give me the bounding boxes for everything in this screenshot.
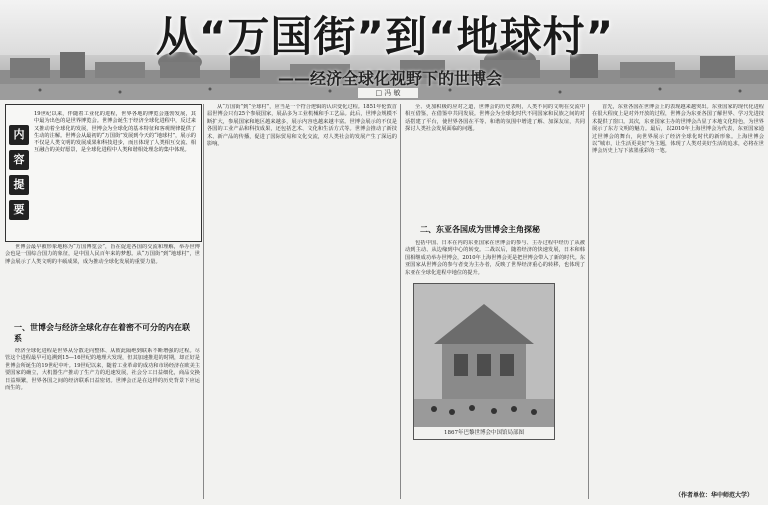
column-3-text: 全、更加积极的应对之道，世博会的历史表明，人类不同的文明在交流中相互借鉴，在借鉴中共同发展。世博会为全球化时代不同国家和民族之间的对话搭建了平台，使世界各国在平等、和谐的氛围中增进了解、加深友谊，共同探讨人类社会发展面临的问题。 <box>405 104 585 133</box>
abstract-label-char: 要 <box>9 200 29 220</box>
header-banner <box>0 0 768 100</box>
abstract-box <box>5 104 202 242</box>
column-3b-body <box>405 240 585 280</box>
photo-caption: 1867年巴黎世博会中国馆局部图 <box>414 427 554 439</box>
abstract-text: 19世纪以来，伴随着工业化的进程，世界各地的博览会蓬勃发展，其中最为出色的是世界博览会。世博会诞生于经济全球化进程中，反过来又推动着全球化的发展，世博会为全球化的基本特征和客观规律提供了生动的注解。世博会从最初的“万国街”发展到今天的“地球村”，展示的不仅是人类文明的发展成果和科技进步，而且体现了人类相互交流、相互融合的美好愿景，是全球化进程中人类和谐相处理念的集中体现。 <box>34 111 196 154</box>
intro-paragraph <box>5 244 200 320</box>
column-2-text: 从“万国街”到“全球村”，应当是一个符合逻辑的认识变化过程。1851年伦敦首届世博会只有25个参展国家，展品多为工业机械和手工艺品。此后，世博会规模不断扩大，参展国家和地区越来越多，展示内容也越来越丰富。世博会展示的不仅是各国的工业产品和科技成果，还包括艺术、文化和生活方式等。世博会推动了新技术、新产品的传播，促进了国际贸易和文化交流，对人类社会的发展产生了深远的影响。 <box>207 104 397 148</box>
abstract-label-char: 提 <box>9 175 29 195</box>
abstract-label-char: 内 <box>9 125 29 145</box>
abstract-label-column <box>9 125 31 225</box>
section2-heading: 二、东亚各国成为世博会主角探秘 <box>420 225 540 234</box>
column-4-text: 首先，东亚各国在世博会上的表现越来越突出。东亚国家的现代化进程在很大程度上是对外开放的过程，世博会为东亚各国了解世界、学习先进技术提供了窗口。其次，东亚国家主办的世博会凸显了本地文化特色，为世界展示了东方文明的魅力。最后，以2010年上海世博会为代表，东亚国家通过世博会的舞台，向世界展示了经济全球化时代的新形象。上海世博会以“城市，让生活更美好”为主题，体现了人类对美好生活的追求，必将在世博会历史上写下浓墨重彩的一笔。 <box>592 104 764 155</box>
pavilion-illustration <box>414 284 554 427</box>
article-subtitle: ——经济全球化视野下的世博会 <box>277 69 502 88</box>
author-affiliation: （作者单位：华中师范大学） <box>675 492 754 499</box>
historic-photo <box>413 283 555 440</box>
column-3-body <box>405 104 585 214</box>
intro-text: 世博会最早被形象地称为“万国博览会”，旨在促进各国的交流和理解，举办世博会也是一国综合国力的象征，是中国人民百年来的梦想。从“万国街”到“地球村”，世博会展示了人类文明的丰硕成果，成为推动全球化发展的重要力量。 <box>5 244 200 265</box>
column-2-body <box>207 104 397 499</box>
abstract-label-char: 容 <box>9 150 29 170</box>
column-divider <box>588 104 589 499</box>
column-3b-text: 包括中国、日本在内的东亚国家在世博会的参与、主办过程中经历了从被动到主动、从边缘到中心的转变。二战以后，随着经济的快速发展，日本和韩国相继成功举办世博会，2010年上海世博会更是把世博会带入了新的时代。东亚国家从世博会的参与者变为主办者，反映了世界经济重心的转移，也体现了东亚在全球化进程中地位的提升。 <box>405 240 585 276</box>
column-1-text: 经济全球化进程是世界从分散走向整体、从彼此隔绝到联系不断增强的过程。尽管这个进程最早可追溯到15—16世纪的地理大发现，但其加速推进的时期，却正好是世博会所诞生的19世纪中叶。19世纪以来，随着工业革命的成功和市场经济在欧美主要国家的确立，大机器生产推动了生产力的迅速发展，社会分工日益细化，商品交换日益频繁，世界各国之间的经济联系日益密切。世博会正是在这样的历史背景下应运而生的。 <box>5 348 200 392</box>
column-1-body <box>5 348 200 498</box>
article-title: 从“万国街”到“地球村” <box>155 12 615 61</box>
column-4-body <box>592 104 764 488</box>
section1-heading: 一、世博会与经济全球化存在着密不可分的内在联系 <box>14 323 190 343</box>
column-divider <box>203 104 204 499</box>
article-author: □ 冯 敏 <box>358 88 418 98</box>
column-divider <box>400 104 401 499</box>
